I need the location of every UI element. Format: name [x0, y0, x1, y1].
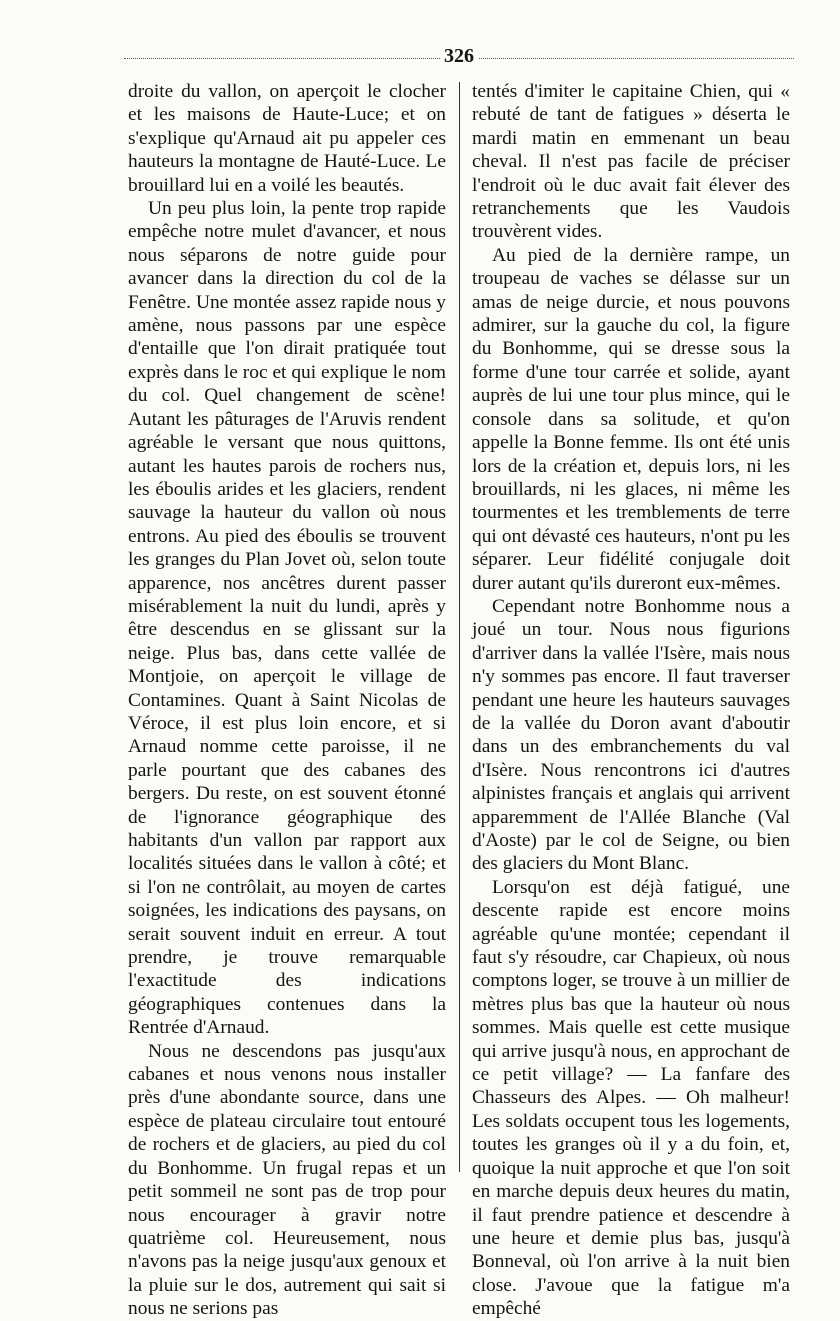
paragraph: Un peu plus loin, la pente trop rapide empêche notre mulet d'avancer, et nous nous séparons de notre guide pour avancer dans la direction du col de la Fenêtre. Une montée assez rapide nous y amène, nous passons par une espèce d'entaille que l'on dirait pratiquée tout exprès dans le roc et qui explique le nom du col. Quel changement de scène! Autant les pâturages de l'Aruvis rendent agréable le versant que nous quittons, autant les hautes parois de rochers nus, les éboulis arides et les glaciers, rendent sauvage la hauteur du vallon où nous entrons. Au pied des éboulis se trouvent les granges du Plan Jovet où, selon toute apparence, nos ancêtres durent passer misérablement la nuit du lundi, après y être descendus en se glissant sur la neige. Plus bas, dans cette vallée de Montjoie, on aperçoit le village de Contamines. Quant à Saint Nicolas de Véroce, il est plus loin encore, et si Arnaud nomme cette paroisse, il ne parle pourtant que des cabanes des bergers. Du reste, on est souvent étonné de l'ignorance géographique des habitants d'un vallon par rapport aux localités situées dans le vallon à côté; et si l'on ne contrôlait, au moyen de cartes soignées, les indications des paysans, on serait souvent induit en erreur. A tout prendre, je trouve remarquable l'exactitude des indications géographiques contenues dans la Rentrée d'Arnaud.: [128, 198, 446, 1039]
left-column: [128, 80, 446, 1321]
paragraph: droite du vallon, on aperçoit le clocher et les maisons de Haute-Luce; et on s'explique qu'Arnaud ait pu appeler ces hauteurs la montagne de Hauté-Luce. Le brouillard lui en a voilé les beautés.: [128, 81, 446, 196]
page-header: [124, 44, 794, 70]
paragraph: Cependant notre Bonhomme nous a joué un tour. Nous nous figurions d'arriver dans la vallée l'Isère, mais nous n'y sommes pas encore. Il faut traverser pendant une heure les hauteurs sauvages de la vallée du Doron avant d'aboutir dans un des embranchements du val d'Isère. Nous rencontrons ici d'autres alpinistes français et anglais qui arrivent apparemment de l'Allée Blanche (Val d'Aoste) par le col de Seigne, ou bien des glaciers du Mont Blanc.: [472, 595, 790, 875]
paragraph: Au pied de la dernière rampe, un troupeau de vaches se délasse sur un amas de neige durcie, et nous pouvons admirer, sur la gauche du col, la figure du Bonhomme, qui se dresse sous la forme d'une tour carrée et solide, ayant auprès de lui une tour plus mince, qui le console dans sa solitude, et qu'on appelle la Bonne femme. Ils ont été unis lors de la création et, depuis lors, ni les brouillards, ni les glaces, ni même les tourmentes et les tremblements de terre qui ont dévasté ces hauteurs, n'ont pu les séparer. Leur fidélité conjugale doit durer autant qu'ils dureront eux-mêmes.: [472, 244, 790, 594]
right-column: [472, 80, 790, 1321]
paragraph: Lorsqu'on est déjà fatigué, une descente rapide est encore moins agréable qu'une montée; cependant il faut s'y résoudre, car Chapieux, où nous comptons loger, se trouve à un millier de mètres plus bas que la hauteur où nous sommes. Mais quelle est cette musique qui arrive jusqu'à nous, en approchant de ce petit village? — La fanfare des Chasseurs des Alpes. — Oh malheur! Les soldats occupent tous les logements, toutes les granges où il y a du foin, et, quoique la nuit approche et que l'on soit en marche depuis deux heures du matin, il faut prendre patience et descendre à une heure et demie plus bas, jusqu'à Bonneval, où l'on arrive à la nuit bien close. J'avoue que la fatigue m'a empêché: [472, 876, 790, 1320]
paragraph: Nous ne descendons pas jusqu'aux cabanes et nous venons nous installer près d'une abondante source, dans une espèce de plateau circulaire tout entouré de rochers et de glaciers, au pied du col du Bonhomme. Un frugal repas et un petit sommeil ne sont pas de trop pour nous encourager à gravir notre quatrième col. Heureusement, nous n'avons pas la neige jusqu'aux genoux et la pluie sur le dos, autrement qui sait si nous ne serions pas: [128, 1040, 446, 1320]
column-divider: [459, 82, 460, 1172]
paragraph: tentés d'imiter le capitaine Chien, qui « rebuté de tant de fatigues » déserta le mardi matin en emmenant un beau cheval. Il n'est pas facile de préciser l'endroit où le duc avait fait élever des retranchements que les Vaudois trouvèrent vides.: [472, 81, 790, 243]
page-number: 326: [440, 44, 478, 68]
